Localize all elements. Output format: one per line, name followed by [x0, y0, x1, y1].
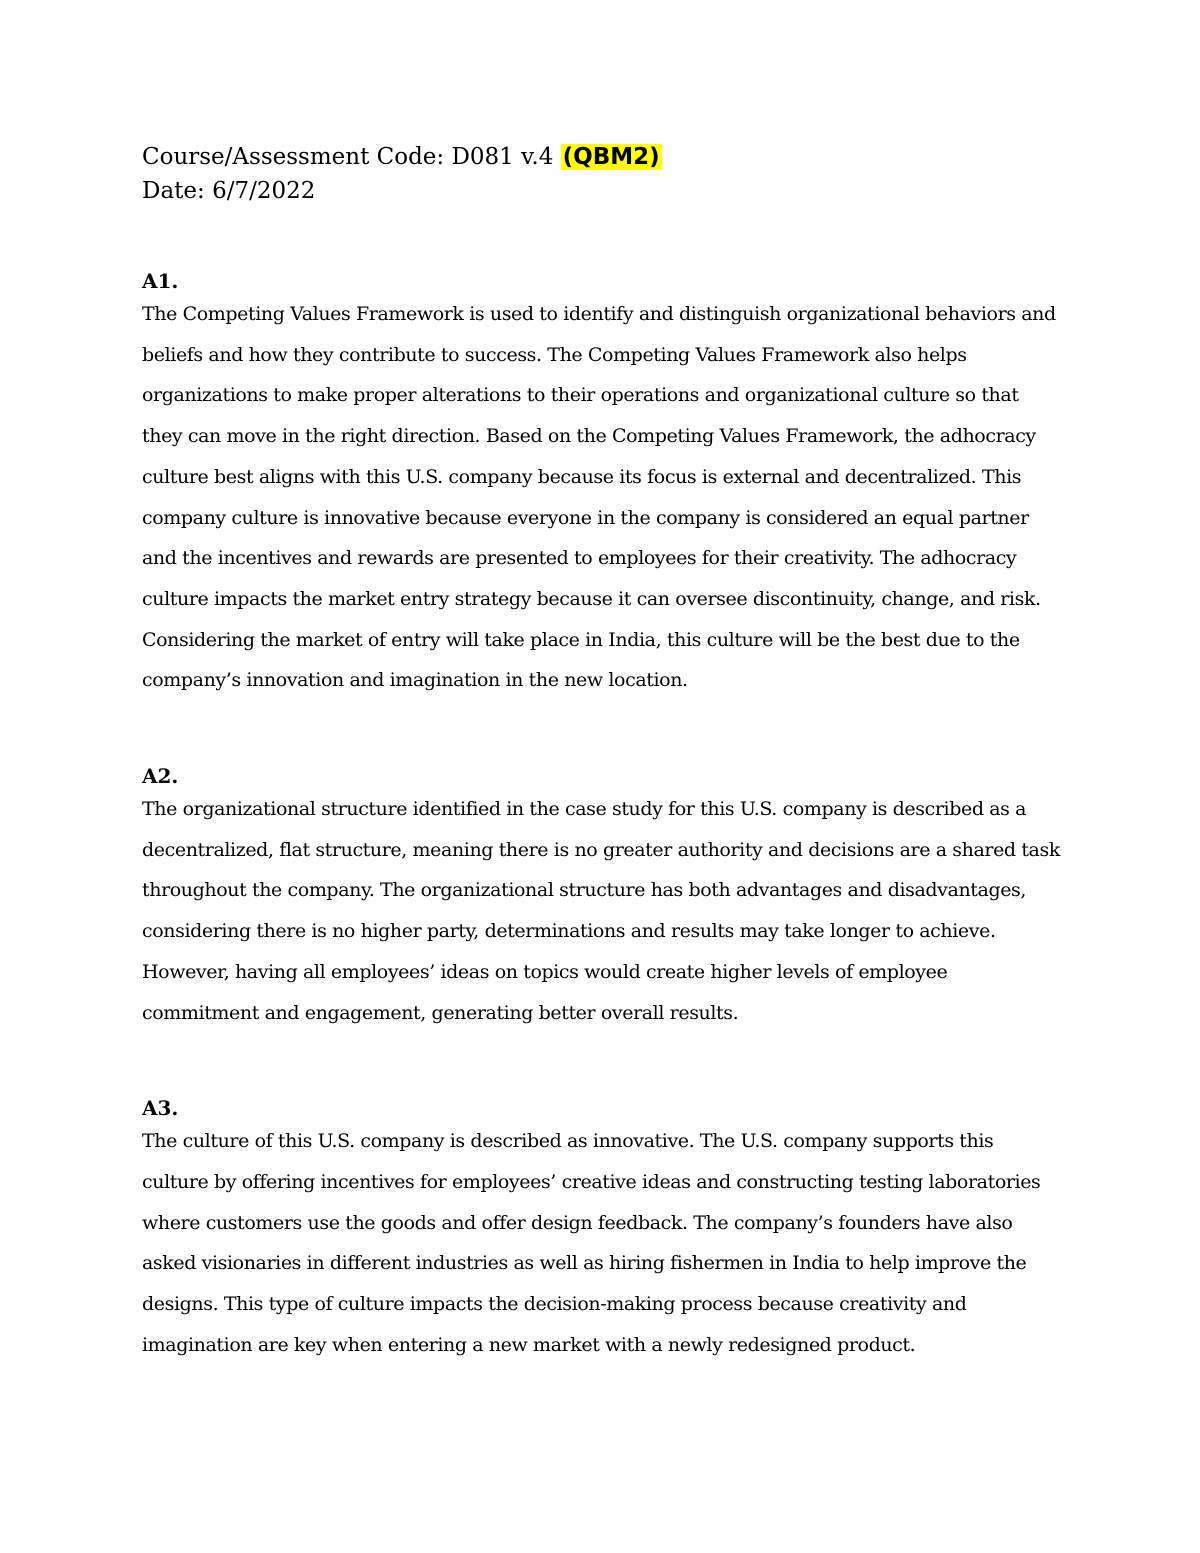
document-header — [142, 140, 1062, 208]
date-line: Date: 6/7/2022 — [142, 178, 316, 204]
section-body: The Competing Values Framework is used to identify and distinguish organizational behaviors and beliefs and how they contribute to success. The Competing Values Framework also helps organizations to make proper alterations to their operations and organizational culture so that they can move in the right direction. Based on the Competing Values Framework, the adhocracy culture best aligns with this U.S. company because its focus is external and decentralized. This company culture is innovative because everyone in the company is considered an equal partner and the incentives and rewards are presented to employees for their creativity. The adhocracy culture impacts the market entry strategy because it can oversee discontinuity, change, and risk. Considering the market of entry will take place in India, this culture will be the best due to the company’s innovation and imagination in the new location. — [142, 303, 1056, 692]
course-tag-open: ( — [562, 144, 574, 170]
section-heading: A3. — [142, 1096, 179, 1121]
section-a2 — [142, 759, 1062, 1033]
course-code-highlight — [561, 144, 662, 170]
section-body: The culture of this U.S. company is described as innovative. The U.S. company supports this culture by offering incentives for employees’ creative ideas and constructing testing laboratories where customers use the goods and offer design feedback. The company’s founders have also asked visionaries in different industries as well as hiring fishermen in India to help improve the designs. This type of culture impacts the decision-making process because creativity and imagination are key when entering a new market with a newly redesigned product. — [142, 1130, 1041, 1356]
section-a1 — [142, 264, 1062, 701]
section-heading: A1. — [142, 269, 179, 293]
course-code-line — [142, 140, 1062, 174]
section-body: The organizational structure identified in the case study for this U.S. company is described as a decentralized, flat structure, meaning there is no greater authority and decisions are a shared task throughout the company. The organizational structure has both advantages and disadvantages, considering there is no higher party, determinations and results may take longer to achieve. However, having all employees’ ideas on topics would create higher levels of employee commitment and engagement, generating better overall results. — [142, 798, 1060, 1024]
course-tag-close: ) — [649, 144, 660, 170]
section-heading: A2. — [142, 764, 179, 789]
section-a3 — [142, 1091, 1062, 1365]
document-page — [142, 140, 1062, 1365]
course-tag: QBM2 — [573, 144, 650, 170]
course-code-label: Course/Assessment Code: D081 v.4 — [142, 144, 561, 170]
